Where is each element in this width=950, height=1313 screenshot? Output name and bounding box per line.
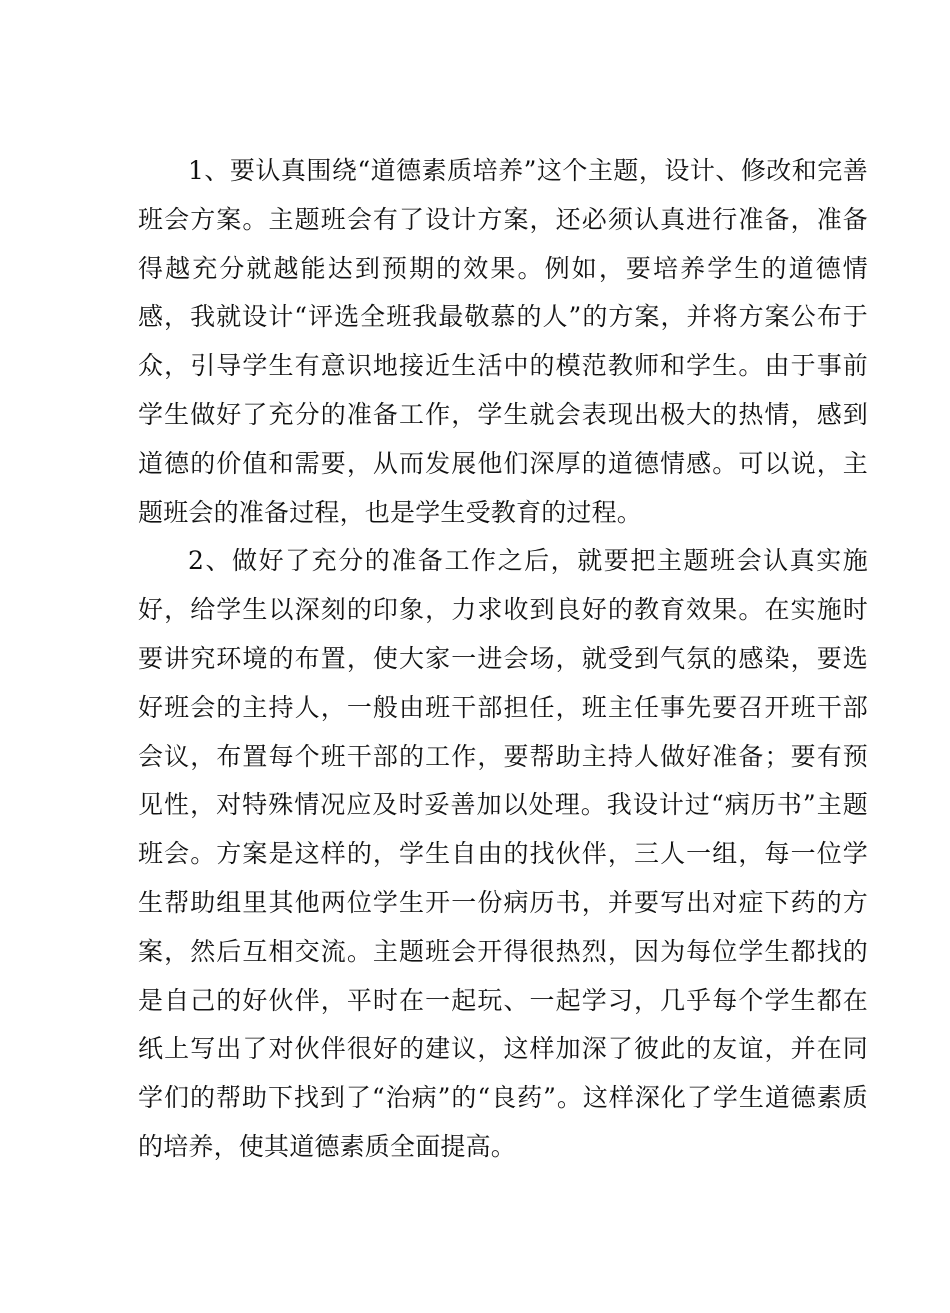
paragraph-2: 2、做好了充分的准备工作之后，就要把主题班会认真实施好，给学生以深刻的印象，力求收到良好的教育效果。在实施时要讲究环境的布置，使大家一进会场，就受到气氛的感染，要选好班会的主持人，一般由班干部担任，班主任事先要召开班干部会议，布置每个班干部的工作，要帮助主持人做好准备；要有预见性，对特殊情况应及时妥善加以处理。我设计过“病历书”主题班会。方案是这样的，学生自由的找伙伴，三人一组，每一位学生帮助组里其他两位学生开一份病历书，并要写出对症下药的方案，然后互相交流。主题班会开得很热烈，因为每位学生都找的是自己的好伙伴，平时在一起玩、一起学习，几乎每个学生都在纸上写出了对伙伴很好的建议，这样加深了彼此的友谊，并在同学们的帮助下找到了“治病”的“良药”。这样深化了学生道德素质的培养，使其道德素质全面提高。 — [138, 546, 868, 1161]
paragraph-1: 1、要认真围绕“道德素质培养”这个主题，设计、修改和完善班会方案。主题班会有了设计方案，还必须认真进行准备，准备得越充分就越能达到预期的效果。例如，要培养学生的道德情感，我就设计“评选全班我最敬慕的人”的方案，并将方案公布于众，引导学生有意识地接近生活中的模范教师和学生。由于事前学生做好了充分的准备工作，学生就会表现出极大的热情，感到道德的价值和需要，从而发展他们深厚的道德情感。可以说，主题班会的准备过程，也是学生受教育的过程。 — [138, 156, 868, 527]
document-body — [138, 147, 868, 1172]
